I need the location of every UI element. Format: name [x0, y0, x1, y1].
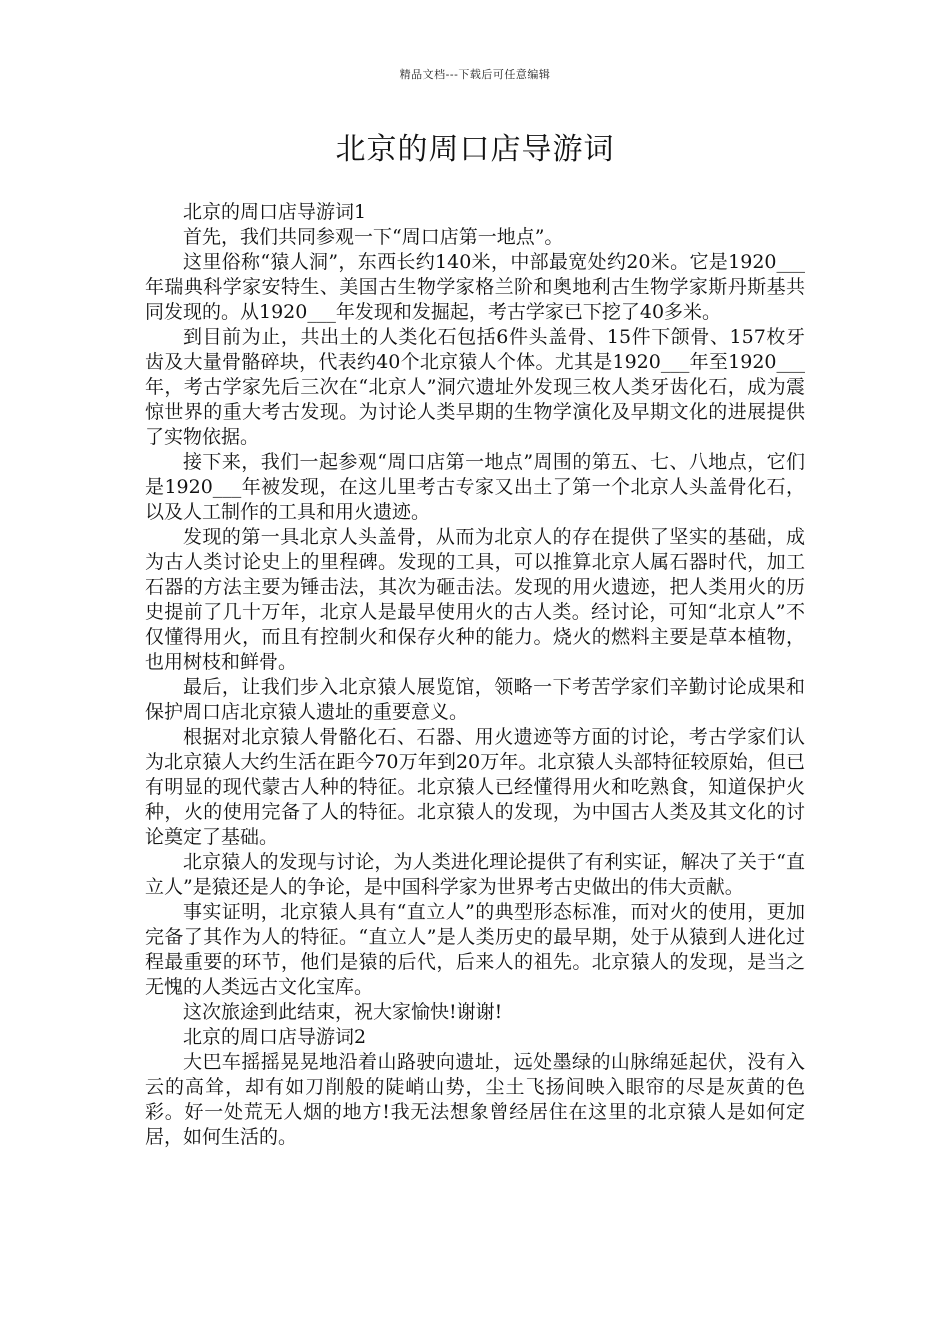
paragraph: 发现的第一具北京人头盖骨，从而为北京人的存在提供了坚实的基础，成为古人类讨论史上的里程碑。发现的工具，可以推算北京人属石器时代，加工石器的方法主要为锤击法，其次为砸击法。发现的用火遗迹，把人类用火的历史提前了几十万年，北京人是最早使用火的古人类。经讨论，可知“北京人”不仅懂得用火，而且有控制火和保存火种的能力。烧火的燃料主要是草本植物，也用树枝和鲜骨。	[145, 526, 805, 673]
paragraph: 最后，让我们步入北京猿人展览馆，领略一下考苦学家们辛勤讨论成果和保护周口店北京猿人遗址的重要意义。	[145, 676, 805, 723]
paragraph: 接下来，我们一起参观“周口店第一地点”周围的第五、七、八地点，它们是1920___年被发现，在这儿里考古专家又出土了第一个北京人头盖骨化石，以及人工制作的工具和用火遗迹。	[145, 451, 805, 523]
paragraph: 事实证明，北京猿人具有“直立人”的典型形态标准，而对火的使用，更加完备了其作为人的特征。“直立人”是人类历史的最早期，处于从猿到人进化过程最重要的环节，他们是猿的后代，后来人的祖先。北京猿人的发现，是当之无愧的人类远古文化宝库。	[145, 901, 805, 998]
paragraph: 这次旅途到此结束，祝大家愉快!谢谢!	[183, 1001, 503, 1023]
paragraph: 北京猿人的发现与讨论，为人类进化理论提供了有利实证，解决了关于“直立人”是猿还是人的争论，是中国科学家为世界考古史做出的伟大贡献。	[145, 851, 805, 898]
header-note: 精品文档---下载后可任意编辑	[399, 68, 551, 81]
paragraph: 到目前为止，共出土的人类化石包括6件头盖骨、15件下颌骨、157枚牙齿及大量骨骼碎块，代表约40个北京猿人个体。尤其是1920___年至1920___年，考古学家先后三次在“北京人”洞穴遗址外发现三枚人类牙齿化石，成为震惊世界的重大考古发现。为讨论人类早期的生物学演化及早期文化的进展提供了实物依据。	[145, 326, 805, 448]
document-title: 北京的周口店导游词	[335, 132, 615, 167]
paragraph: 大巴车摇摇晃晃地沿着山路驶向遗址，远处墨绿的山脉绵延起伏，没有入云的高耸，却有如刀削般的陡峭山势，尘土飞扬间映入眼帘的尽是灰黄的色彩。好一处荒无人烟的地方!我无法想象曾经居住在这里的北京猿人是如何定居，如何生活的。	[145, 1051, 805, 1148]
section-heading-1: 北京的周口店导游词1	[183, 201, 367, 223]
paragraph: 这里俗称“猿人洞”，东西长约140米，中部最宽处约20米。它是1920___年瑞典科学家安特生、美国古生物学家格兰阶和奥地利古生物学家斯丹斯基共同发现的。从1920___年发现和发掘起，考古学家已下挖了40多米。	[145, 251, 805, 323]
paragraph: 首先，我们共同参观一下“周口店第一地点”。	[183, 226, 564, 248]
document-body	[145, 200, 805, 1150]
section-heading-2: 北京的周口店导游词2	[183, 1026, 367, 1048]
paragraph: 根据对北京猿人骨骼化石、石器、用火遗迹等方面的讨论，考古学家们认为北京猿人大约生活在距今70万年到20万年。北京猿人头部特征较原始，但已有明显的现代蒙古人种的特征。北京猿人已经懂得用火和吃熟食，知道保护火种，火的使用完备了人的特征。北京猿人的发现，为中国古人类及其文化的讨论奠定了基础。	[145, 726, 805, 848]
